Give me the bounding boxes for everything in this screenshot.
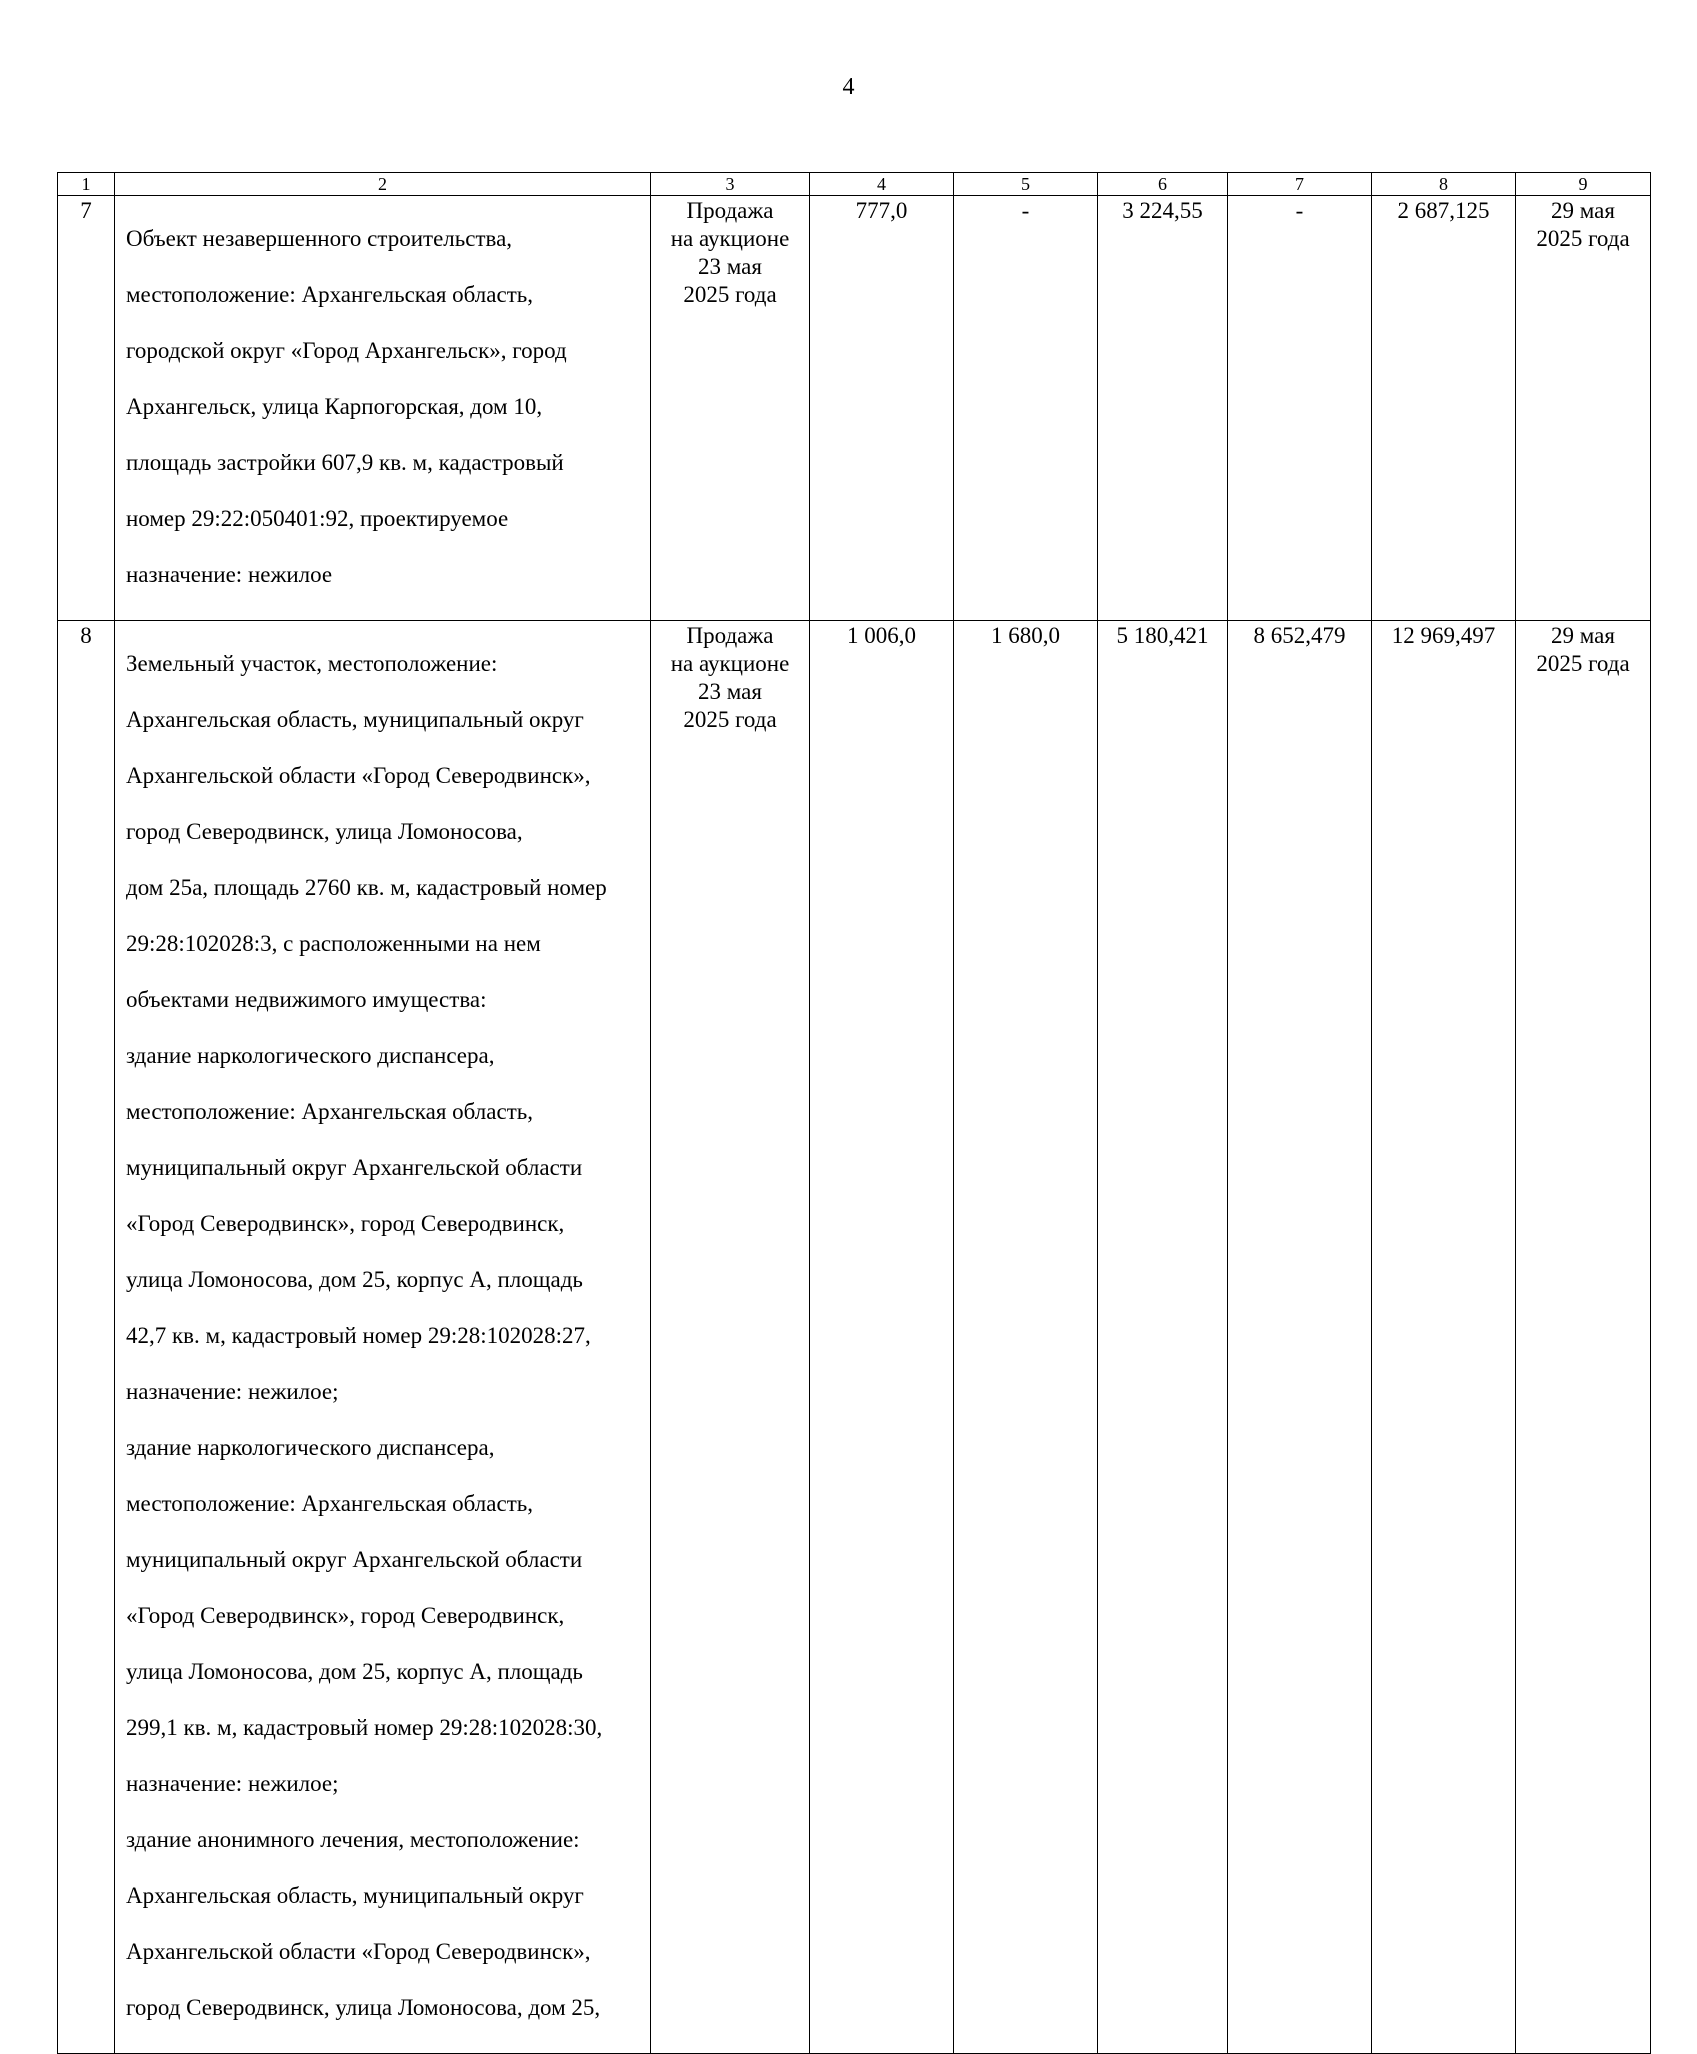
description-line: муниципальный округ Архангельской области — [126, 1547, 583, 1572]
sale-method-line: 2025 года — [683, 282, 777, 307]
description-line: город Северодвинск, улица Ломоносова, — [126, 819, 523, 844]
sale-method — [651, 196, 810, 621]
description-line: «Город Северодвинск», город Северодвинск, — [126, 1211, 565, 1236]
sale-method-line: 23 мая — [698, 679, 762, 704]
column-header: 4 — [810, 173, 954, 196]
object-description — [115, 196, 651, 621]
description-line: Архангельская область, муниципальный округ — [126, 1883, 584, 1908]
value-col4: 1 006,0 — [810, 621, 954, 2054]
object-description — [115, 621, 651, 2054]
description-line: номер 29:22:050401:92, проектируемое — [126, 506, 509, 531]
description-line: назначение: нежилое — [126, 562, 333, 587]
description-line: назначение: нежилое; — [126, 1771, 339, 1796]
sale-method-line: Продажа — [686, 623, 774, 648]
description-line: улица Ломоносова, дом 25, корпус А, площадь — [126, 1659, 583, 1684]
sale-method — [651, 621, 810, 2054]
date-line: 2025 года — [1536, 226, 1630, 251]
description-line: назначение: нежилое; — [126, 1379, 339, 1404]
sale-method-line: 23 мая — [698, 254, 762, 279]
description-line: Объект незавершенного строительства, — [126, 226, 513, 251]
column-header: 7 — [1228, 173, 1372, 196]
column-header: 3 — [651, 173, 810, 196]
date-line: 29 мая — [1551, 198, 1615, 223]
value-col8: 12 969,497 — [1372, 621, 1516, 2054]
row-number: 7 — [58, 196, 115, 621]
description-line: местоположение: Архангельская область, — [126, 1491, 533, 1516]
sale-method-line: на аукционе — [670, 226, 790, 251]
description-line: местоположение: Архангельская область, — [126, 1099, 533, 1124]
description-line: «Город Северодвинск», город Северодвинск, — [126, 1603, 565, 1628]
value-col5: 1 680,0 — [954, 621, 1098, 2054]
column-header: 6 — [1098, 173, 1228, 196]
description-line: здание анонимного лечения, местоположение: — [126, 1827, 580, 1852]
value-col7: - — [1228, 196, 1372, 621]
description-line: здание наркологического диспансера, — [126, 1043, 495, 1068]
value-col8: 2 687,125 — [1372, 196, 1516, 621]
description-line: 42,7 кв. м, кадастровый номер 29:28:102028:27, — [126, 1323, 591, 1348]
sale-method-line: Продажа — [686, 198, 774, 223]
deadline-date — [1516, 621, 1651, 2054]
description-line: 299,1 кв. м, кадастровый номер 29:28:102028:30, — [126, 1715, 603, 1740]
value-col5: - — [954, 196, 1098, 621]
column-header: 2 — [115, 173, 651, 196]
value-col7: 8 652,479 — [1228, 621, 1372, 2054]
date-line: 29 мая — [1551, 623, 1615, 648]
table-row — [58, 621, 1651, 2054]
description-line: 29:28:102028:3, с расположенными на нем — [126, 931, 541, 956]
sale-method-line: на аукционе — [670, 651, 790, 676]
description-line: объектами недвижимого имущества: — [126, 987, 487, 1012]
description-line: здание наркологического диспансера, — [126, 1435, 495, 1460]
value-col6: 3 224,55 — [1098, 196, 1228, 621]
column-header: 5 — [954, 173, 1098, 196]
description-line: город Северодвинск, улица Ломоносова, дом 25, — [126, 1995, 601, 2020]
value-col6: 5 180,421 — [1098, 621, 1228, 2054]
column-header: 8 — [1372, 173, 1516, 196]
column-header: 9 — [1516, 173, 1651, 196]
property-table — [57, 172, 1651, 2054]
description-line: Архангельская область, муниципальный округ — [126, 707, 584, 732]
description-line: Архангельск, улица Карпогорская, дом 10, — [126, 394, 543, 419]
description-line: муниципальный округ Архангельской области — [126, 1155, 583, 1180]
deadline-date — [1516, 196, 1651, 621]
column-header: 1 — [58, 173, 115, 196]
table-header-row — [58, 173, 1651, 196]
sale-method-line: 2025 года — [683, 707, 777, 732]
description-line: Земельный участок, местоположение: — [126, 651, 498, 676]
page-number: 4 — [842, 74, 855, 100]
value-col4: 777,0 — [810, 196, 954, 621]
date-line: 2025 года — [1536, 651, 1630, 676]
description-line: Архангельской области «Город Северодвинск», — [126, 763, 591, 788]
description-line: площадь застройки 607,9 кв. м, кадастровый — [126, 450, 564, 475]
description-line: улица Ломоносова, дом 25, корпус А, площадь — [126, 1267, 583, 1292]
description-line: городской округ «Город Архангельск», город — [126, 338, 567, 363]
description-line: Архангельской области «Город Северодвинск», — [126, 1939, 591, 1964]
description-line: местоположение: Архангельская область, — [126, 282, 533, 307]
table-row — [58, 196, 1651, 621]
description-line: дом 25а, площадь 2760 кв. м, кадастровый номер — [126, 875, 607, 900]
row-number: 8 — [58, 621, 115, 2054]
